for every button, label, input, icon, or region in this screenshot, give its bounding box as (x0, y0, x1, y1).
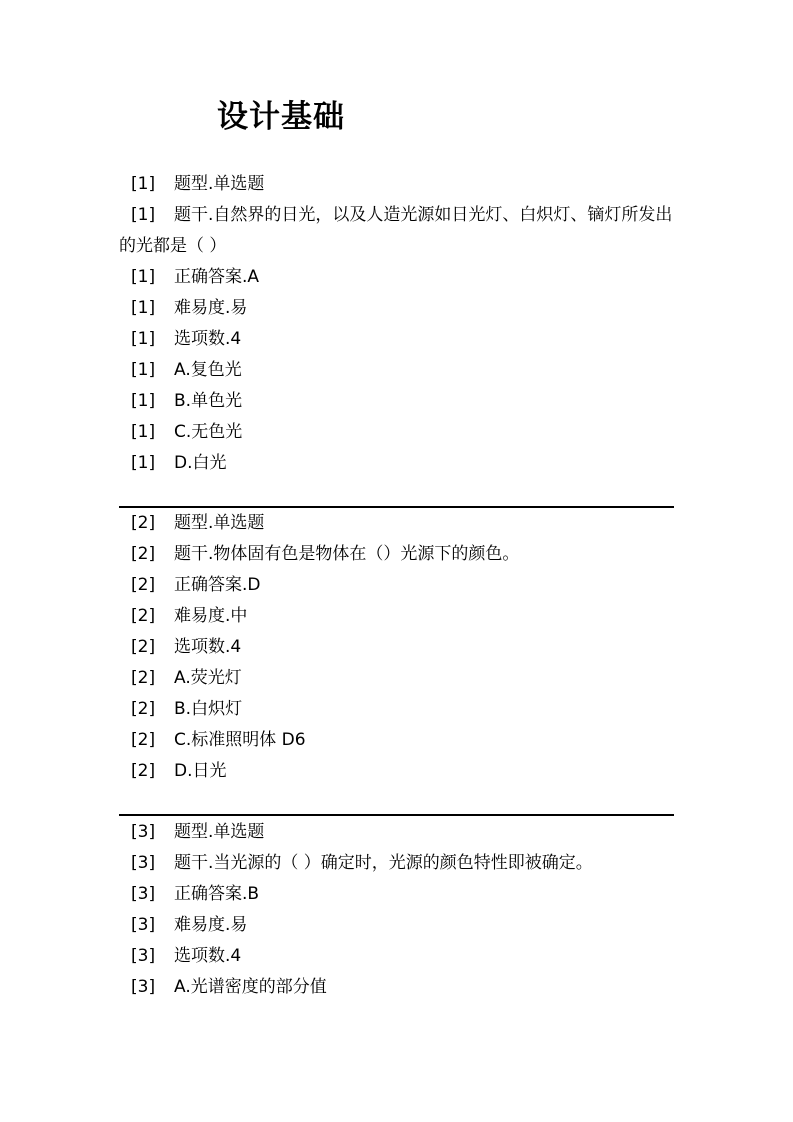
question-line (119, 570, 675, 601)
question-number: [2] (131, 668, 156, 688)
question-number: [1] (131, 298, 156, 318)
option-a: A.荧光灯 (174, 668, 242, 688)
question-number: [2] (131, 575, 156, 595)
question-number: [1] (131, 267, 156, 287)
question-line (119, 632, 675, 663)
question-line (119, 169, 675, 200)
correct-answer: 正确答案.A (174, 267, 260, 287)
option-c: C.无色光 (174, 422, 243, 442)
question-number: [3] (131, 977, 156, 997)
question-line (119, 355, 675, 386)
question-line (119, 817, 675, 848)
option-count: 选项数.4 (174, 329, 242, 349)
question-stem: 题干.当光源的（ ）确定时，光源的颜色特性即被确定。 (174, 853, 593, 873)
question-number: [2] (131, 699, 156, 719)
question-line (119, 972, 675, 1003)
question-stem: 题干.物体固有色是物体在（）光源下的颜色。 (174, 544, 520, 564)
question-line (119, 448, 675, 479)
question-line (119, 417, 675, 448)
question-line (119, 756, 675, 787)
option-d: D.白光 (174, 453, 227, 473)
question-number: [3] (131, 822, 156, 842)
question-line (119, 941, 675, 972)
question-line (119, 848, 675, 879)
question-line (119, 200, 675, 262)
question-line (119, 508, 675, 539)
difficulty: 难易度.易 (174, 915, 248, 935)
question-block-3 (119, 817, 675, 1003)
question-line (119, 879, 675, 910)
question-line (119, 663, 675, 694)
option-d: D.日光 (174, 761, 227, 781)
question-line (119, 386, 675, 417)
question-number: [1] (131, 391, 156, 411)
option-b: B.单色光 (174, 391, 243, 411)
correct-answer: 正确答案.D (174, 575, 261, 595)
question-number: [3] (131, 915, 156, 935)
difficulty: 难易度.中 (174, 606, 248, 626)
option-count: 选项数.4 (174, 946, 242, 966)
question-number: [1] (131, 205, 156, 225)
question-line (119, 324, 675, 355)
question-line (119, 262, 675, 293)
difficulty: 难易度.易 (174, 298, 248, 318)
question-block-1 (119, 169, 675, 479)
question-number: [2] (131, 513, 156, 533)
question-number: [2] (131, 544, 156, 564)
question-line (119, 694, 675, 725)
question-type: 题型.单选题 (174, 513, 265, 533)
question-line (119, 910, 675, 941)
document-title: 设计基础 (217, 99, 345, 135)
question-line (119, 601, 675, 632)
question-number: [2] (131, 637, 156, 657)
question-number: [1] (131, 360, 156, 380)
option-b: B.白炽灯 (174, 699, 243, 719)
question-number: [2] (131, 730, 156, 750)
question-number: [2] (131, 606, 156, 626)
question-block-2 (119, 508, 675, 787)
question-number: [3] (131, 884, 156, 904)
question-number: [3] (131, 946, 156, 966)
option-c: C.标准照明体 D6 (174, 730, 306, 750)
question-number: [1] (131, 174, 156, 194)
option-a: A.复色光 (174, 360, 242, 380)
question-divider (119, 814, 674, 816)
question-type: 题型.单选题 (174, 174, 265, 194)
question-stem: 题干.自然界的日光，以及人造光源如日光灯、白炽灯、镝灯所发出的光都是（ ） (119, 205, 673, 256)
question-line (119, 293, 675, 324)
question-line (119, 725, 675, 756)
question-number: [2] (131, 761, 156, 781)
correct-answer: 正确答案.B (174, 884, 260, 904)
question-number: [1] (131, 422, 156, 442)
question-number: [3] (131, 853, 156, 873)
question-number: [1] (131, 453, 156, 473)
question-line (119, 539, 675, 570)
question-number: [1] (131, 329, 156, 349)
question-type: 题型.单选题 (174, 822, 265, 842)
option-count: 选项数.4 (174, 637, 242, 657)
option-a: A.光谱密度的部分值 (174, 977, 327, 997)
